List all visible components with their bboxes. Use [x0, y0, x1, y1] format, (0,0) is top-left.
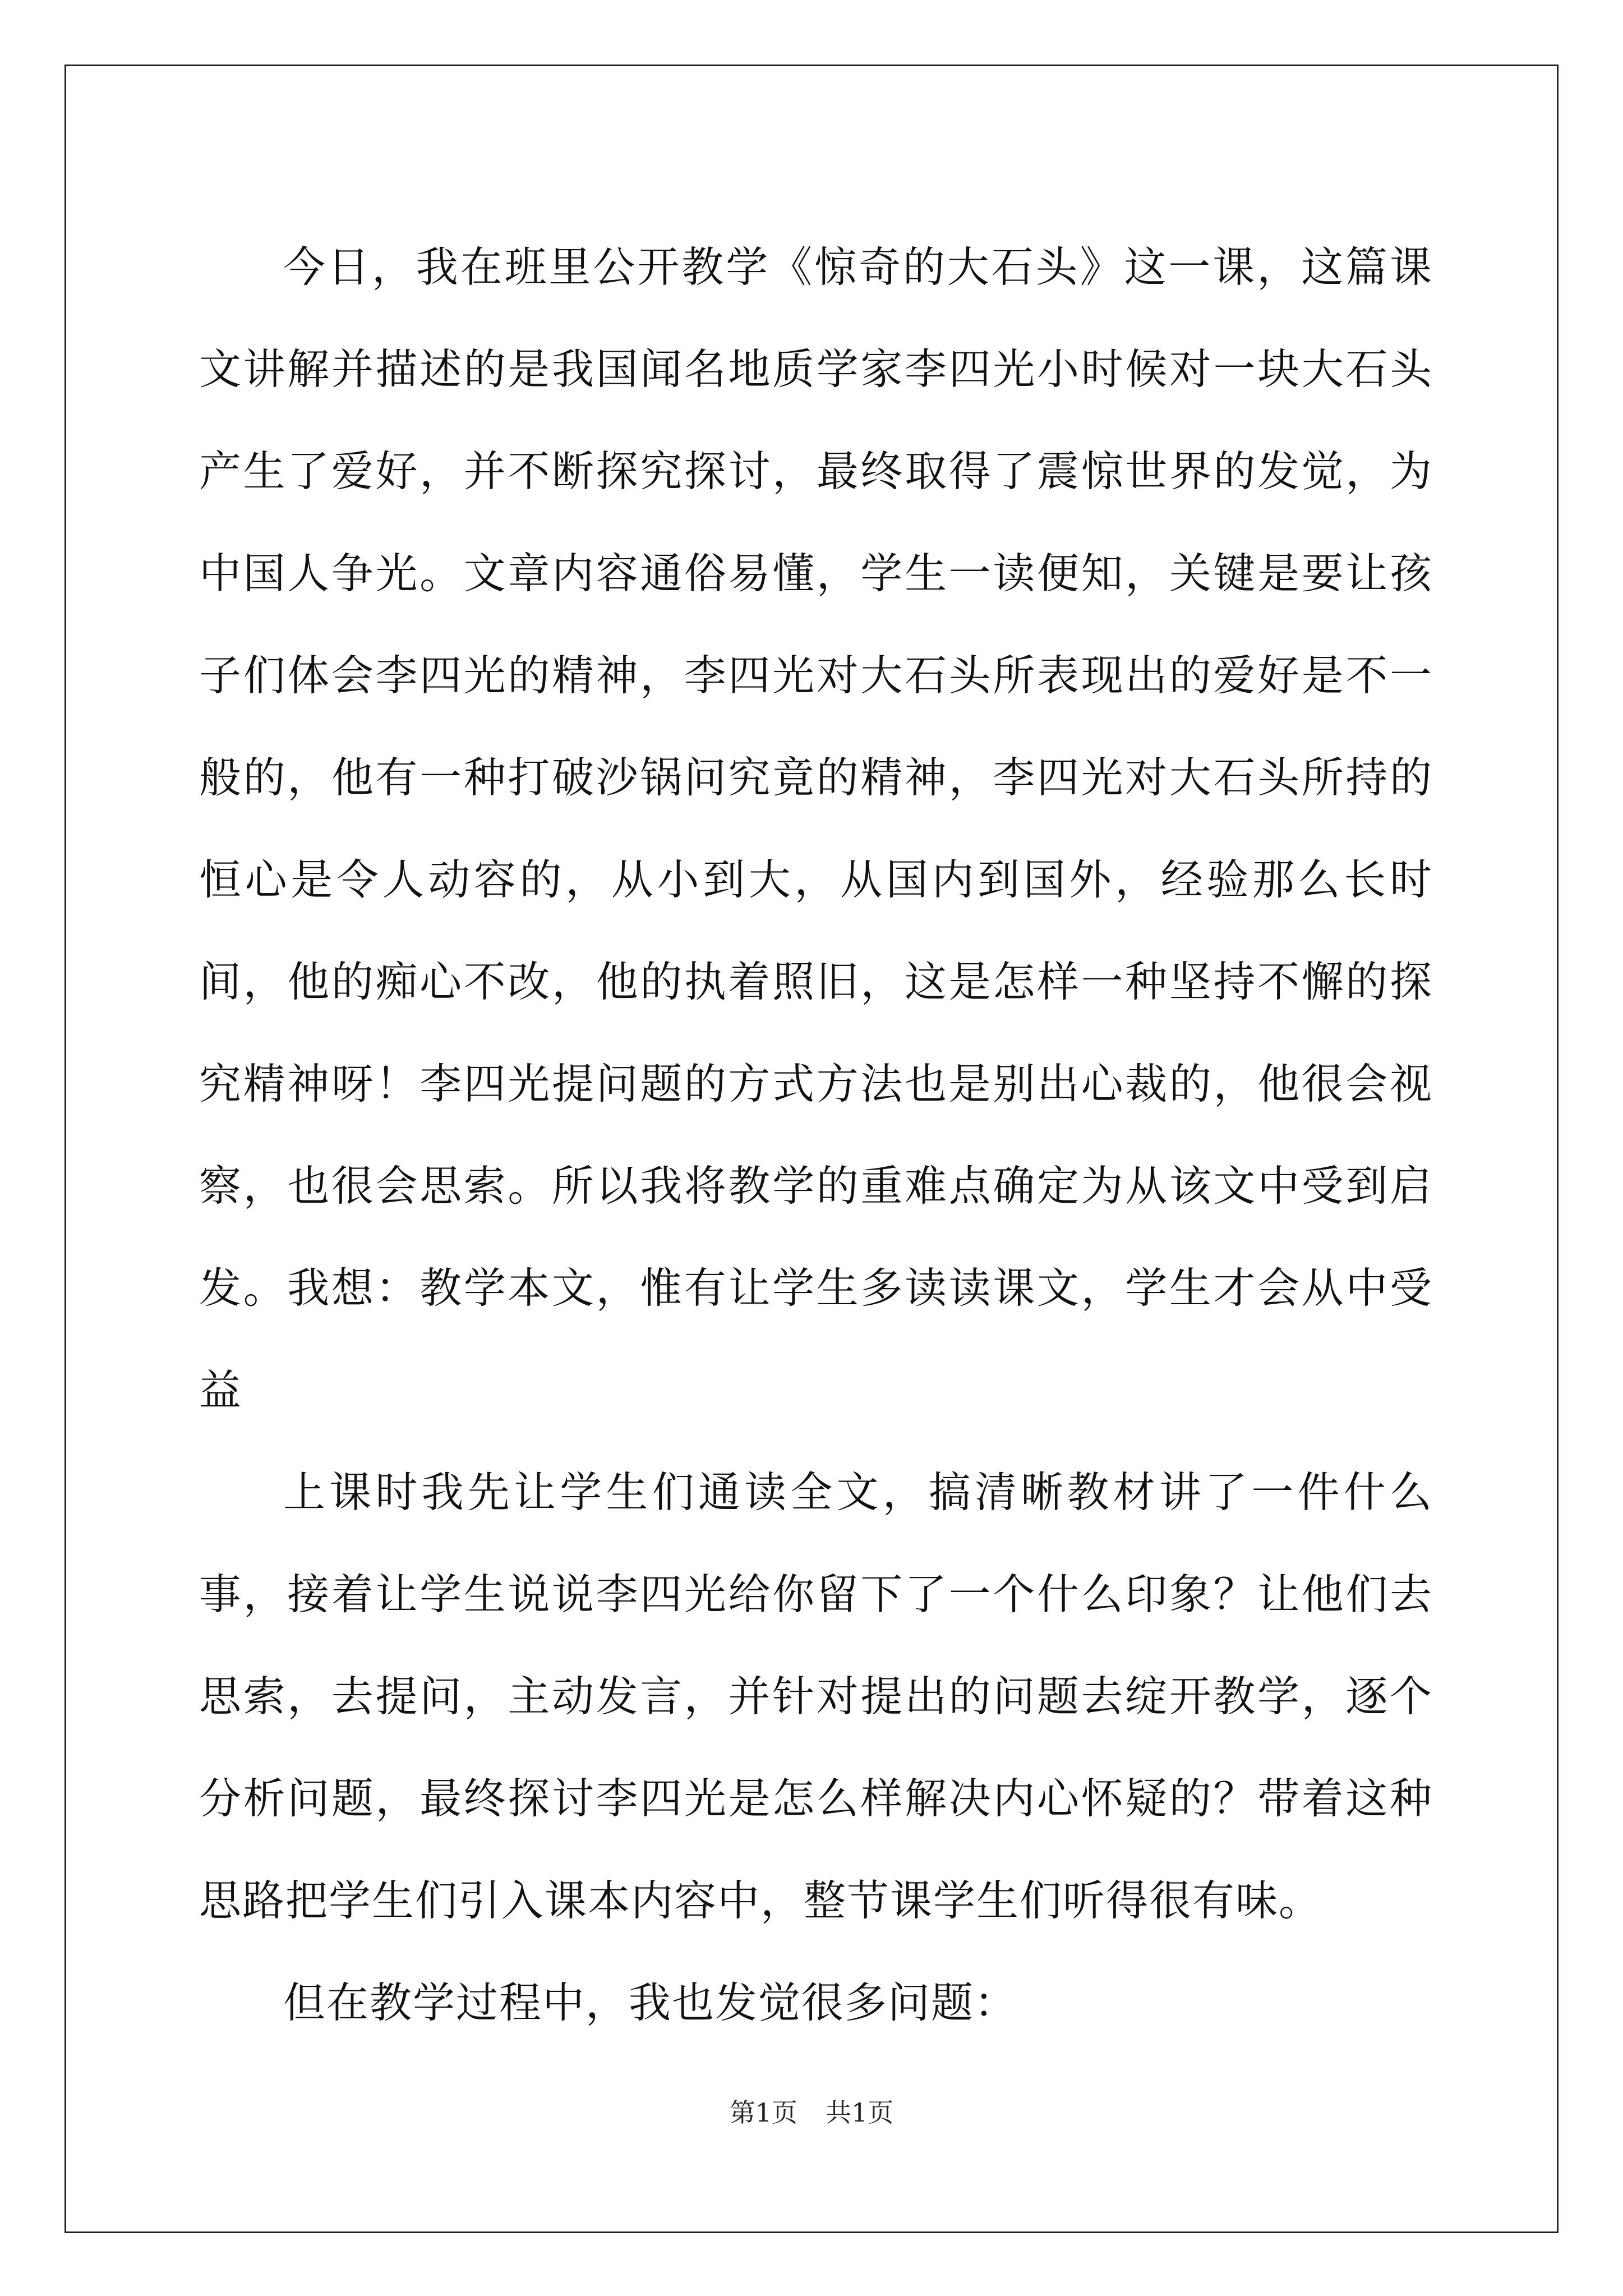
- paragraph-3: 但在教学过程中，我也发觉很多问题：: [283, 1978, 1018, 2027]
- paragraph-1: 今日，我在班里公开教学《惊奇的大石头》这一课，这篇课文讲解并描述的是我国闻名地质学家李四光小时候对一块大石头产生了爱好，并不断探究探讨，最终取得了震惊世界的发觉，为中国人争光。文章内容通俗易懂，学生一读便知，关键是要让孩子们体会李四光的精神，李四光对大石头所表现出的爱好是不一般的，他有一种打破沙锅问究竟的精神，李四光对大石头所持的恒心是令人动容的，从小到大，从国内到国外，经验那么长时间，他的痴心不改，他的执着照旧，这是怎样一种坚持不懈的探究精神呀！李四光提问题的方式方法也是别出心裁的，他很会视察，也很会思索。所以我将教学的重难点确定为从该文中受到启发。我想：教学本文，惟有让学生多读读课文，学生才会从中受益: [199, 242, 1433, 1415]
- page-total: 共1页: [826, 2097, 894, 2128]
- document-body: [199, 216, 1433, 2054]
- paragraph-2: 上课时我先让学生们通读全文，搞清晰教材讲了一件什么事，接着让学生说说李四光给你留下了一个什么印象？让他们去思索，去提问，主动发言，并针对提出的问题去绽开教学，逐个分析问题，最终探讨李四光是怎么样解决内心怀疑的？带着这种思路把学生们引入课本内容中，整节课学生们听得很有味。: [199, 1467, 1433, 1925]
- page-number: 第1页: [729, 2097, 797, 2128]
- page-footer: [0, 2092, 1623, 2129]
